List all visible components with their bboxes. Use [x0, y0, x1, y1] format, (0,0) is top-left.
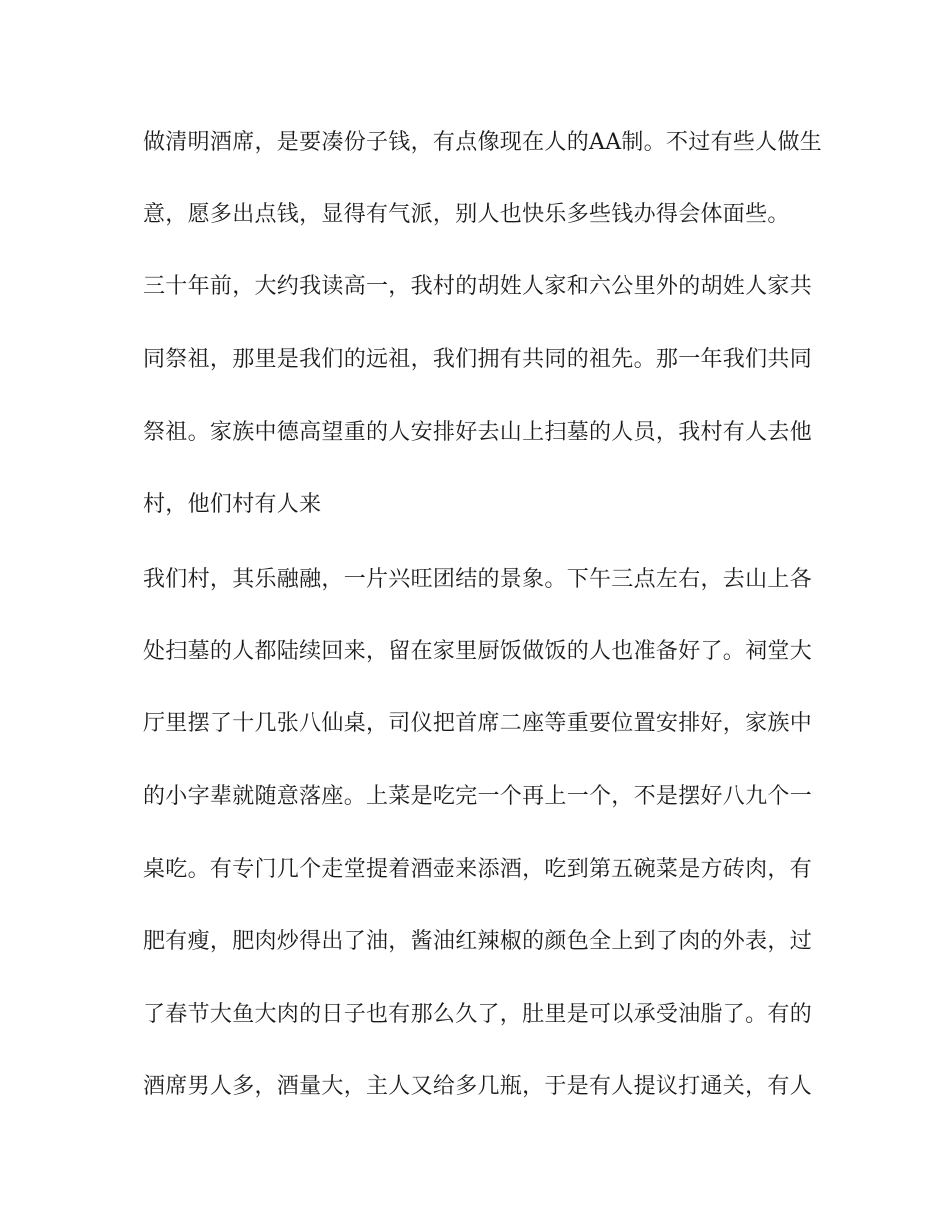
text-line: 祭祖。家族中德高望重的人安排好去山上扫墓的人员，我村有人去他 [143, 420, 813, 445]
text-line: 村，他们村有人来 [143, 492, 322, 517]
text-line: 了春节大鱼大肉的日子也有那么久了，肚里是可以承受油脂了。有的 [143, 1002, 813, 1027]
text-line: 酒席男人多，酒量大，主人又给多几瓶，于是有人提议打通关，有人 [143, 1074, 813, 1099]
text-line: 厅里摆了十几张八仙桌，司仪把首席二座等重要位置安排好，家族中 [143, 711, 813, 736]
text-line: 同祭祖，那里是我们的远祖，我们拥有共同的祖先。那一年我们共同 [143, 347, 813, 372]
text-line: 我们村，其乐融融，一片兴旺团结的景象。下午三点左右，去山上各 [143, 567, 813, 592]
text-line: 桌吃。有专门几个走堂提着酒壶来添酒，吃到第五碗菜是方砖肉，有 [143, 857, 813, 882]
text-line: 处扫墓的人都陆续回来，留在家里厨饭做饭的人也准备好了。祠堂大 [143, 639, 813, 664]
text-line: 肥有瘦，肥肉炒得出了油，酱油红辣椒的颜色全上到了肉的外表，过 [143, 929, 813, 954]
text-line: 的小字辈就随意落座。上菜是吃完一个再上一个，不是摆好八九个一 [143, 784, 813, 809]
text-line: 三十年前，大约我读高一，我村的胡姓人家和六公里外的胡姓人家共 [143, 274, 813, 299]
text-line: 意，愿多出点钱，显得有气派，别人也快乐多些钱办得会体面些。 [143, 202, 790, 227]
text-line: 做清明酒席，是要凑份子钱，有点像现在人的AA制。不过有些人做生 [143, 130, 823, 155]
